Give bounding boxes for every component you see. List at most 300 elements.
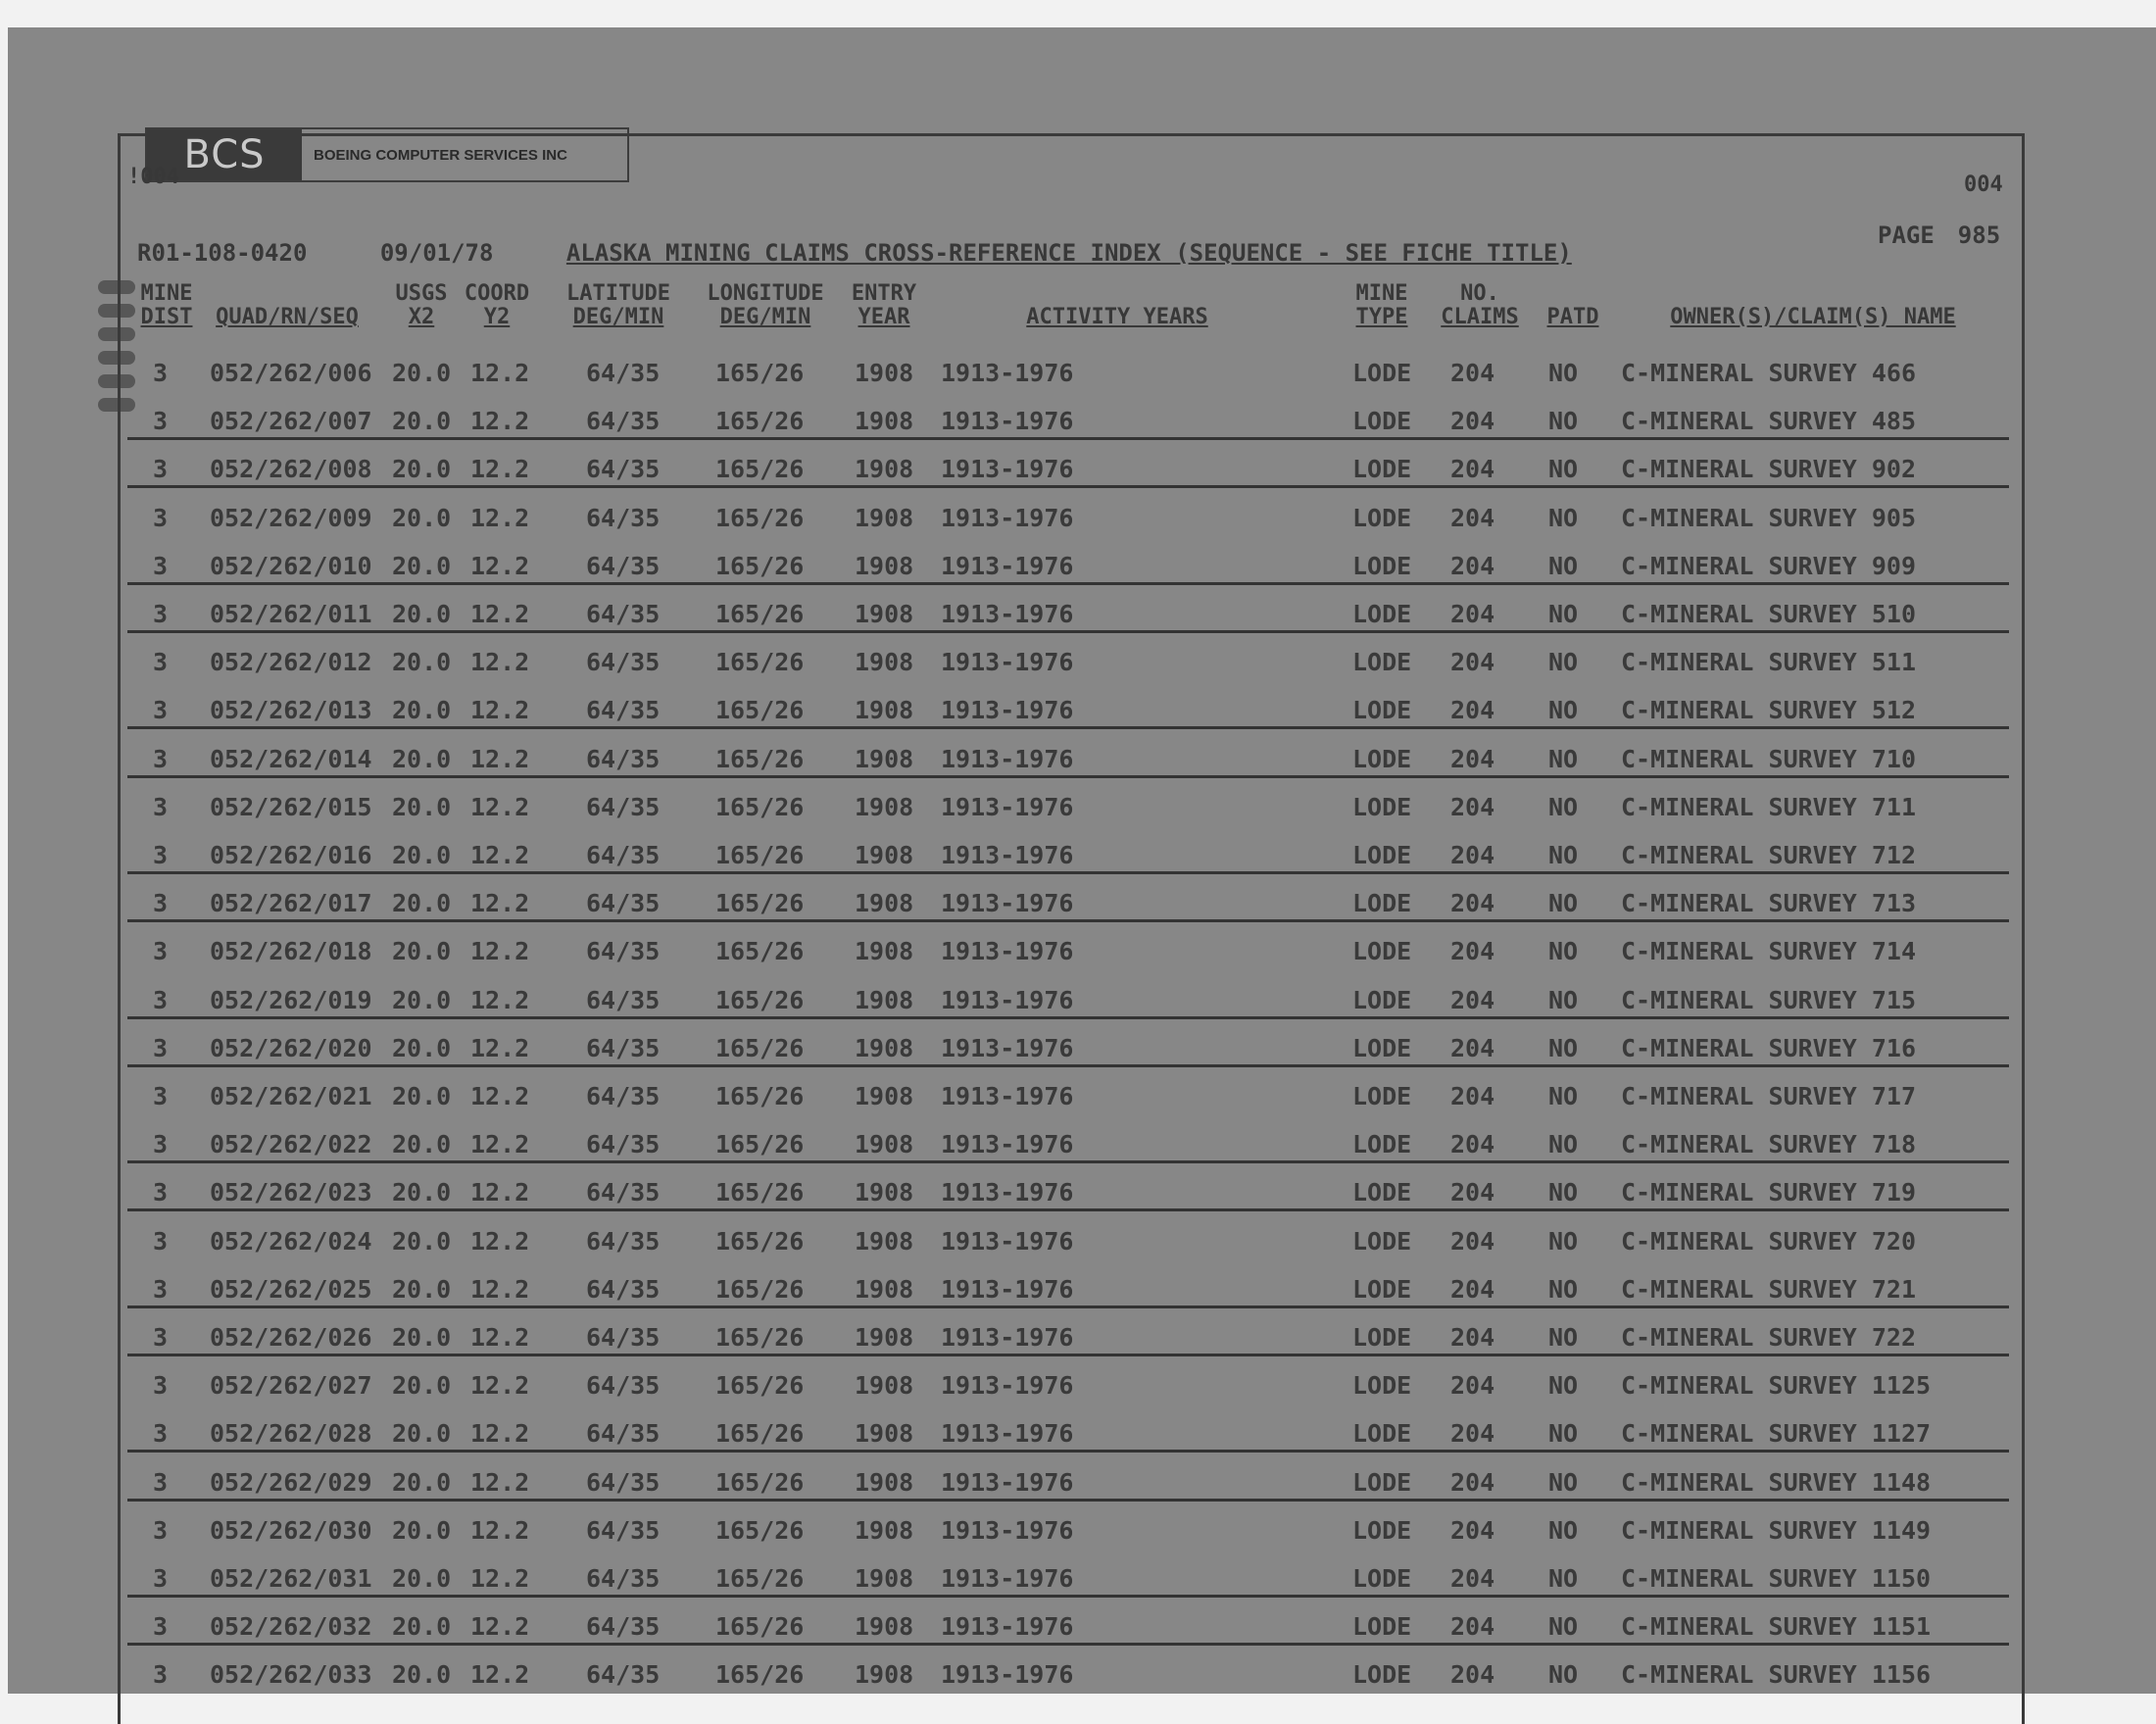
cell-x: 20.0 (392, 407, 452, 435)
page-indicator (1878, 222, 2000, 249)
cell-seq: 052/262/012 (210, 648, 372, 676)
cell-act: 1913-1976 (941, 648, 1074, 676)
cell-x: 20.0 (392, 504, 452, 532)
cell-dist: 3 (153, 1468, 169, 1497)
column-header-claims (1431, 282, 1529, 329)
cell-x: 20.0 (392, 359, 452, 387)
cell-act: 1913-1976 (941, 841, 1074, 869)
cell-patd: NO (1548, 1323, 1579, 1352)
cell-lat: 64/35 (586, 841, 661, 869)
page-number: 985 (1957, 222, 2001, 249)
cell-seq: 052/262/017 (210, 889, 372, 917)
cell-lat: 64/35 (586, 986, 661, 1014)
cell-name: C-MINERAL SURVEY 905 (1621, 504, 1917, 532)
table-row (127, 1221, 2009, 1260)
table-row (127, 642, 2009, 681)
cell-patd: NO (1548, 407, 1579, 435)
cell-lon: 165/26 (715, 1227, 805, 1256)
cell-name: C-MINERAL SURVEY 710 (1621, 745, 1917, 773)
cell-lat: 64/35 (586, 1323, 661, 1352)
cell-act: 1913-1976 (941, 745, 1074, 773)
cell-type: LODE (1352, 793, 1412, 821)
cell-entry: 1908 (855, 1612, 914, 1641)
cell-claims: 204 (1450, 455, 1495, 483)
cell-claims: 204 (1450, 841, 1495, 869)
cell-y: 12.2 (470, 1564, 530, 1593)
cell-act: 1913-1976 (941, 1468, 1074, 1497)
cell-lat: 64/35 (586, 1612, 661, 1641)
cell-entry: 1908 (855, 1516, 914, 1545)
cell-act: 1913-1976 (941, 1419, 1074, 1448)
cell-act: 1913-1976 (941, 1178, 1074, 1207)
cell-dist: 3 (153, 1178, 169, 1207)
cell-claims: 204 (1450, 889, 1495, 917)
cell-y: 12.2 (470, 407, 530, 435)
cell-seq: 052/262/008 (210, 455, 372, 483)
cell-lon: 165/26 (715, 986, 805, 1014)
cell-type: LODE (1352, 1468, 1412, 1497)
cell-name: C-MINERAL SURVEY 1156 (1621, 1660, 1932, 1689)
cell-act: 1913-1976 (941, 986, 1074, 1014)
column-header-activity-line2: ACTIVITY YEARS (1026, 305, 1208, 329)
cell-lon: 165/26 (715, 359, 805, 387)
cell-type: LODE (1352, 455, 1412, 483)
table-row (127, 690, 2009, 729)
cell-lon: 165/26 (715, 1275, 805, 1304)
cell-y: 12.2 (470, 1468, 530, 1497)
cell-entry: 1908 (855, 1371, 914, 1400)
table-row (127, 449, 2009, 488)
cell-name: C-MINERAL SURVEY 902 (1621, 455, 1917, 483)
cell-name: C-MINERAL SURVEY 722 (1621, 1323, 1917, 1352)
company-name: BOEING COMPUTER SERVICES INC (314, 146, 567, 164)
cell-dist: 3 (153, 1034, 169, 1062)
column-header-type (1343, 282, 1421, 329)
cell-lon: 165/26 (715, 1660, 805, 1689)
cell-y: 12.2 (470, 1660, 530, 1689)
cell-lat: 64/35 (586, 1178, 661, 1207)
cell-x: 20.0 (392, 793, 452, 821)
table-row (127, 594, 2009, 633)
cell-y: 12.2 (470, 1275, 530, 1304)
cell-lon: 165/26 (715, 552, 805, 580)
cell-claims: 204 (1450, 793, 1495, 821)
cell-type: LODE (1352, 359, 1412, 387)
cell-lat: 64/35 (586, 407, 661, 435)
cell-type: LODE (1352, 1227, 1412, 1256)
cell-claims: 204 (1450, 745, 1495, 773)
table-row (127, 980, 2009, 1019)
cell-lon: 165/26 (715, 1130, 805, 1158)
cell-claims: 204 (1450, 1130, 1495, 1158)
cell-entry: 1908 (855, 407, 914, 435)
cell-patd: NO (1548, 1275, 1579, 1304)
cell-claims: 204 (1450, 986, 1495, 1014)
cell-y: 12.2 (470, 745, 530, 773)
cell-entry: 1908 (855, 937, 914, 965)
cell-type: LODE (1352, 1660, 1412, 1689)
cell-x: 20.0 (392, 1178, 452, 1207)
cell-y: 12.2 (470, 648, 530, 676)
cell-type: LODE (1352, 937, 1412, 965)
cell-name: C-MINERAL SURVEY 909 (1621, 552, 1917, 580)
cell-lon: 165/26 (715, 889, 805, 917)
cell-x: 20.0 (392, 1660, 452, 1689)
cell-lon: 165/26 (715, 937, 805, 965)
cell-claims: 204 (1450, 359, 1495, 387)
cell-act: 1913-1976 (941, 1034, 1074, 1062)
table-row (127, 1413, 2009, 1453)
cell-claims: 204 (1450, 1323, 1495, 1352)
column-header-y (457, 282, 537, 329)
cell-type: LODE (1352, 1371, 1412, 1400)
cell-patd: NO (1548, 359, 1579, 387)
cell-claims: 204 (1450, 648, 1495, 676)
cell-dist: 3 (153, 1660, 169, 1689)
cell-entry: 1908 (855, 1227, 914, 1256)
table-row (127, 353, 2009, 392)
cell-lat: 64/35 (586, 648, 661, 676)
cell-entry: 1908 (855, 359, 914, 387)
cell-x: 20.0 (392, 455, 452, 483)
cell-act: 1913-1976 (941, 1660, 1074, 1689)
cell-dist: 3 (153, 600, 169, 628)
cell-patd: NO (1548, 889, 1579, 917)
column-header-lat-line1: LATITUDE (566, 281, 670, 306)
cell-y: 12.2 (470, 600, 530, 628)
cell-name: C-MINERAL SURVEY 510 (1621, 600, 1917, 628)
cell-name: C-MINERAL SURVEY 1149 (1621, 1516, 1932, 1545)
report-title: ALASKA MINING CLAIMS CROSS-REFERENCE INDEX (SEQUENCE - SEE FICHE TITLE) (565, 239, 1572, 267)
column-header-entry (845, 282, 923, 329)
cell-act: 1913-1976 (941, 600, 1074, 628)
cell-name: C-MINERAL SURVEY 712 (1621, 841, 1917, 869)
cell-y: 12.2 (470, 1612, 530, 1641)
column-header-y-line2: Y2 (483, 305, 511, 329)
cell-entry: 1908 (855, 1275, 914, 1304)
cell-seq: 052/262/027 (210, 1371, 372, 1400)
cell-dist: 3 (153, 1419, 169, 1448)
cell-type: LODE (1352, 1564, 1412, 1593)
cell-dist: 3 (153, 504, 169, 532)
cell-patd: NO (1548, 1516, 1579, 1545)
table-row (127, 1028, 2009, 1067)
cell-dist: 3 (153, 407, 169, 435)
cell-entry: 1908 (855, 1323, 914, 1352)
cell-seq: 052/262/019 (210, 986, 372, 1014)
cell-name: C-MINERAL SURVEY 720 (1621, 1227, 1917, 1256)
cell-name: C-MINERAL SURVEY 717 (1621, 1082, 1917, 1110)
cell-patd: NO (1548, 1130, 1579, 1158)
cell-patd: NO (1548, 1178, 1579, 1207)
cell-type: LODE (1352, 407, 1412, 435)
cell-patd: NO (1548, 648, 1579, 676)
column-header-claims-line1: NO. (1460, 281, 1499, 306)
column-header-patd-line2: PATD (1546, 305, 1599, 329)
table-row (127, 1654, 2009, 1694)
column-header-lon-line1: LONGITUDE (707, 281, 824, 306)
cell-x: 20.0 (392, 986, 452, 1014)
cell-x: 20.0 (392, 1468, 452, 1497)
cell-dist: 3 (153, 1516, 169, 1545)
cell-dist: 3 (153, 1275, 169, 1304)
column-header-patd-line1 (1539, 282, 1607, 306)
cell-lat: 64/35 (586, 359, 661, 387)
cell-name: C-MINERAL SURVEY 1125 (1621, 1371, 1932, 1400)
cell-lon: 165/26 (715, 1371, 805, 1400)
column-header-y-line1: COORD (464, 281, 530, 306)
cell-claims: 204 (1450, 937, 1495, 965)
cell-seq: 052/262/014 (210, 745, 372, 773)
cell-x: 20.0 (392, 1082, 452, 1110)
cell-seq: 052/262/030 (210, 1516, 372, 1545)
cell-x: 20.0 (392, 1227, 452, 1256)
cell-entry: 1908 (855, 552, 914, 580)
cell-dist: 3 (153, 1564, 169, 1593)
table-row (127, 835, 2009, 874)
cell-claims: 204 (1450, 696, 1495, 724)
cell-lat: 64/35 (586, 600, 661, 628)
cell-type: LODE (1352, 600, 1412, 628)
cell-lon: 165/26 (715, 1082, 805, 1110)
cell-name: C-MINERAL SURVEY 466 (1621, 359, 1917, 387)
cell-lon: 165/26 (715, 1516, 805, 1545)
cell-act: 1913-1976 (941, 1275, 1074, 1304)
cell-type: LODE (1352, 696, 1412, 724)
cell-act: 1913-1976 (941, 1130, 1074, 1158)
cell-seq: 052/262/031 (210, 1564, 372, 1593)
cell-seq: 052/262/021 (210, 1082, 372, 1110)
cell-lon: 165/26 (715, 793, 805, 821)
table-row (127, 1124, 2009, 1163)
column-header-seq (204, 282, 370, 329)
cell-act: 1913-1976 (941, 504, 1074, 532)
cell-lon: 165/26 (715, 1034, 805, 1062)
cell-entry: 1908 (855, 648, 914, 676)
cell-seq: 052/262/032 (210, 1612, 372, 1641)
cell-name: C-MINERAL SURVEY 718 (1621, 1130, 1917, 1158)
cell-patd: NO (1548, 696, 1579, 724)
cell-patd: NO (1548, 1227, 1579, 1256)
report-title-line (137, 239, 1631, 267)
cell-y: 12.2 (470, 889, 530, 917)
cell-claims: 204 (1450, 1275, 1495, 1304)
column-header-dist-line1: MINE (140, 281, 193, 306)
cell-seq: 052/262/013 (210, 696, 372, 724)
cell-lat: 64/35 (586, 1227, 661, 1256)
cell-lon: 165/26 (715, 648, 805, 676)
cell-type: LODE (1352, 504, 1412, 532)
cell-patd: NO (1548, 504, 1579, 532)
cell-y: 12.2 (470, 937, 530, 965)
cell-entry: 1908 (855, 1130, 914, 1158)
cell-entry: 1908 (855, 1419, 914, 1448)
cell-dist: 3 (153, 841, 169, 869)
cell-type: LODE (1352, 1178, 1412, 1207)
cell-act: 1913-1976 (941, 1564, 1074, 1593)
cell-lat: 64/35 (586, 1082, 661, 1110)
table-row (127, 739, 2009, 778)
cell-type: LODE (1352, 745, 1412, 773)
column-header-dist (133, 282, 200, 329)
cell-patd: NO (1548, 1564, 1579, 1593)
cell-claims: 204 (1450, 1371, 1495, 1400)
cell-dist: 3 (153, 648, 169, 676)
column-header-lat-line2: DEG/MIN (572, 305, 664, 329)
cell-y: 12.2 (470, 696, 530, 724)
cell-type: LODE (1352, 889, 1412, 917)
cell-lon: 165/26 (715, 1564, 805, 1593)
cell-patd: NO (1548, 986, 1579, 1014)
cell-type: LODE (1352, 1323, 1412, 1352)
cell-type: LODE (1352, 648, 1412, 676)
cell-type: LODE (1352, 552, 1412, 580)
cell-claims: 204 (1450, 1564, 1495, 1593)
cell-entry: 1908 (855, 600, 914, 628)
report-date: 09/01/78 (379, 239, 494, 267)
cell-type: LODE (1352, 1419, 1412, 1448)
cell-patd: NO (1548, 745, 1579, 773)
cell-lat: 64/35 (586, 1660, 661, 1689)
cell-dist: 3 (153, 937, 169, 965)
cell-patd: NO (1548, 1034, 1579, 1062)
cell-lat: 64/35 (586, 455, 661, 483)
cell-entry: 1908 (855, 696, 914, 724)
cell-dist: 3 (153, 986, 169, 1014)
cell-type: LODE (1352, 1034, 1412, 1062)
cell-name: C-MINERAL SURVEY 713 (1621, 889, 1917, 917)
cell-lat: 64/35 (586, 745, 661, 773)
cell-entry: 1908 (855, 1178, 914, 1207)
cell-type: LODE (1352, 1516, 1412, 1545)
column-header-seq-line1 (204, 282, 370, 306)
cell-x: 20.0 (392, 745, 452, 773)
cell-patd: NO (1548, 841, 1579, 869)
cell-x: 20.0 (392, 552, 452, 580)
table-row (127, 401, 2009, 440)
cell-name: C-MINERAL SURVEY 1127 (1621, 1419, 1932, 1448)
cell-y: 12.2 (470, 1130, 530, 1158)
cell-claims: 204 (1450, 1178, 1495, 1207)
cell-patd: NO (1548, 1419, 1579, 1448)
column-header-patd (1539, 282, 1607, 329)
cell-name: C-MINERAL SURVEY 719 (1621, 1178, 1917, 1207)
column-header-name (1646, 282, 1980, 329)
cell-x: 20.0 (392, 1612, 452, 1641)
column-header-type-line1: MINE (1355, 281, 1408, 306)
cell-name: C-MINERAL SURVEY 716 (1621, 1034, 1917, 1062)
cell-y: 12.2 (470, 552, 530, 580)
cell-y: 12.2 (470, 1227, 530, 1256)
cell-type: LODE (1352, 1082, 1412, 1110)
cell-seq: 052/262/028 (210, 1419, 372, 1448)
cell-y: 12.2 (470, 1082, 530, 1110)
cell-y: 12.2 (470, 986, 530, 1014)
cell-patd: NO (1548, 600, 1579, 628)
cell-lat: 64/35 (586, 696, 661, 724)
column-header-dist-line2: DIST (140, 305, 193, 329)
cell-seq: 052/262/029 (210, 1468, 372, 1497)
cell-dist: 3 (153, 1371, 169, 1400)
cell-lon: 165/26 (715, 1419, 805, 1448)
cell-claims: 204 (1450, 1082, 1495, 1110)
column-header-entry-line2: YEAR (858, 305, 910, 329)
cell-entry: 1908 (855, 793, 914, 821)
column-header-type-line2: TYPE (1355, 305, 1408, 329)
cell-patd: NO (1548, 793, 1579, 821)
cell-lon: 165/26 (715, 1468, 805, 1497)
column-header-lat (555, 282, 682, 329)
cell-seq: 052/262/007 (210, 407, 372, 435)
cell-lon: 165/26 (715, 1612, 805, 1641)
cell-claims: 204 (1450, 504, 1495, 532)
cell-dist: 3 (153, 1082, 169, 1110)
cell-seq: 052/262/009 (210, 504, 372, 532)
column-header-seq-line2: QUAD/RN/SEQ (216, 305, 359, 329)
cell-type: LODE (1352, 841, 1412, 869)
cell-patd: NO (1548, 552, 1579, 580)
bcs-logo: BCS (147, 129, 302, 180)
cell-entry: 1908 (855, 1468, 914, 1497)
column-header-name-line1 (1646, 282, 1980, 306)
cell-type: LODE (1352, 1130, 1412, 1158)
cell-y: 12.2 (470, 841, 530, 869)
cell-seq: 052/262/018 (210, 937, 372, 965)
cell-act: 1913-1976 (941, 1323, 1074, 1352)
cell-lat: 64/35 (586, 552, 661, 580)
cell-entry: 1908 (855, 504, 914, 532)
column-header-name-line2: OWNER(S)/CLAIM(S) NAME (1670, 305, 1956, 329)
cell-x: 20.0 (392, 1275, 452, 1304)
cell-name: C-MINERAL SURVEY 512 (1621, 696, 1917, 724)
cell-claims: 204 (1450, 1660, 1495, 1689)
cell-entry: 1908 (855, 889, 914, 917)
cell-dist: 3 (153, 793, 169, 821)
cell-claims: 204 (1450, 407, 1495, 435)
cell-type: LODE (1352, 986, 1412, 1014)
cell-x: 20.0 (392, 841, 452, 869)
cell-lon: 165/26 (715, 1323, 805, 1352)
cell-name: C-MINERAL SURVEY 714 (1621, 937, 1917, 965)
cell-patd: NO (1548, 1468, 1579, 1497)
cell-name: C-MINERAL SURVEY 485 (1621, 407, 1917, 435)
cell-lon: 165/26 (715, 504, 805, 532)
cell-y: 12.2 (470, 455, 530, 483)
report-id: R01-108-0420 (137, 239, 308, 267)
cell-entry: 1908 (855, 841, 914, 869)
cell-seq: 052/262/011 (210, 600, 372, 628)
cell-patd: NO (1548, 1660, 1579, 1689)
cell-act: 1913-1976 (941, 793, 1074, 821)
table-row (127, 1269, 2009, 1308)
cell-entry: 1908 (855, 455, 914, 483)
cell-lat: 64/35 (586, 1275, 661, 1304)
cell-claims: 204 (1450, 600, 1495, 628)
page-label: PAGE (1878, 222, 1935, 249)
table-row (127, 1365, 2009, 1404)
table-row (127, 1558, 2009, 1598)
cell-y: 12.2 (470, 793, 530, 821)
corner-label-left: !004 (127, 165, 179, 189)
cell-dist: 3 (153, 455, 169, 483)
cell-entry: 1908 (855, 986, 914, 1014)
cell-lat: 64/35 (586, 1468, 661, 1497)
cell-y: 12.2 (470, 1178, 530, 1207)
cell-act: 1913-1976 (941, 889, 1074, 917)
cell-entry: 1908 (855, 745, 914, 773)
cell-y: 12.2 (470, 1371, 530, 1400)
table-row (127, 883, 2009, 922)
